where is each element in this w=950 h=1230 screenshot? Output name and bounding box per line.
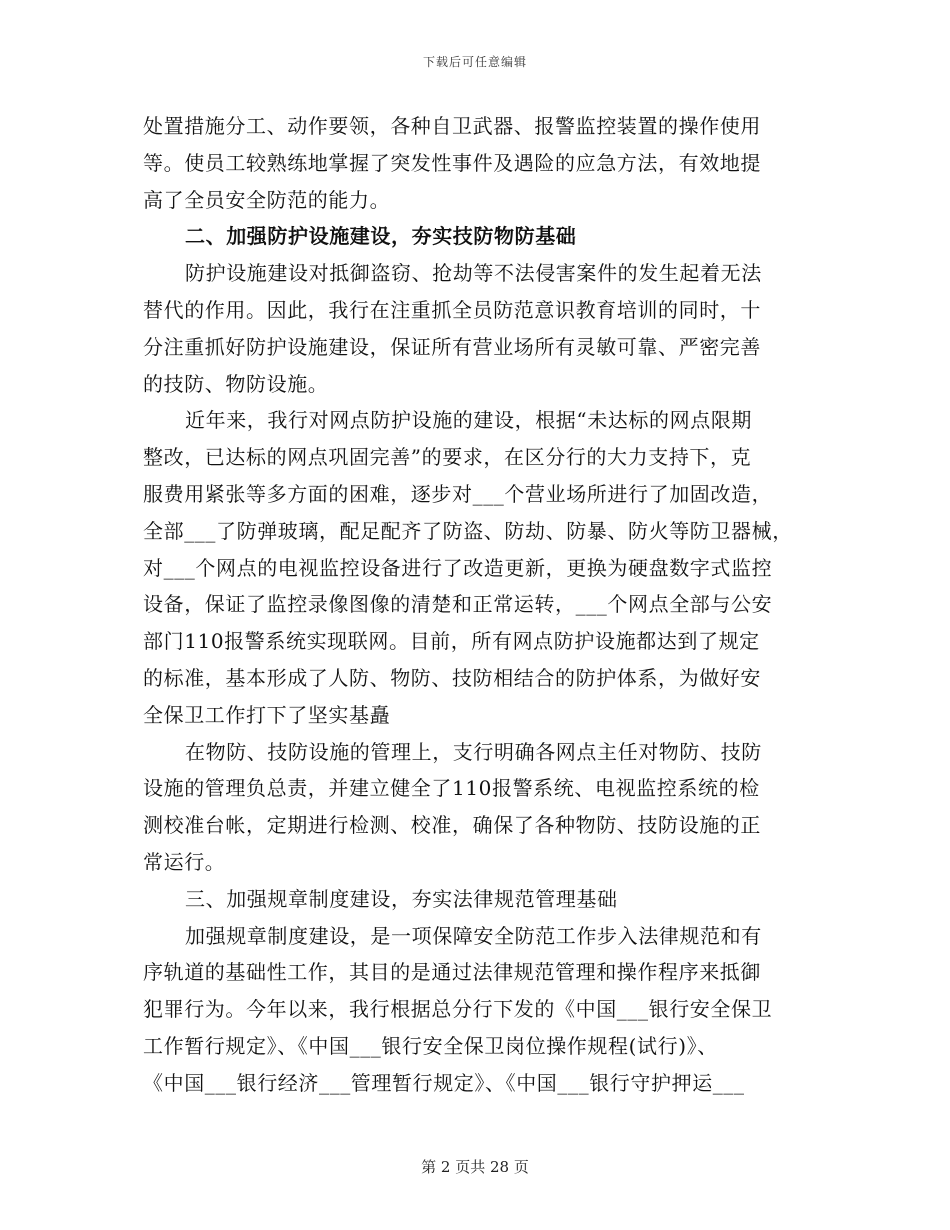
- body-line: 对___个网点的电视监控设备进行了改造更新，更换为硬盘数字式监控: [143, 555, 773, 580]
- body-line: 《中国___银行经济___管理暂行规定》、《中国___银行守护押运___: [143, 1070, 745, 1095]
- section-heading: 二、加强防护设施建设，夯实技防物防基础: [185, 224, 577, 249]
- body-line: 全部___了防弹玻璃，配足配齐了防盗、防劫、防暴、防火等防卫器械，: [143, 518, 793, 543]
- body-line: 设备，保证了监控录像图像的清楚和正常运转，___个网点全部与公安: [143, 592, 773, 617]
- document-body: [143, 108, 823, 1102]
- body-line: 三、加强规章制度建设，夯实法律规范管理基础: [185, 886, 618, 911]
- body-line: 序轨道的基础性工作，其目的是通过法律规范管理和操作程序来抵御: [143, 960, 761, 985]
- body-line: 犯罪行为。今年以来，我行根据总分行下发的《中国___银行安全保卫: [143, 997, 773, 1022]
- body-line: 常运行。: [143, 849, 226, 874]
- page-footer: 第 2 页共 28 页: [421, 1158, 529, 1176]
- body-line: 服费用紧张等多方面的困难，逐步对___个营业场所进行了加固改造，: [143, 481, 773, 506]
- body-line: 的技防、物防设施。: [143, 371, 329, 396]
- body-line: 替代的作用。因此，我行在注重抓全员防范意识教育培训的同时，十: [143, 297, 761, 322]
- body-line: 防护设施建设对抵御盗窃、抢劫等不法侵害案件的发生起着无法: [185, 261, 762, 286]
- body-line: 分注重抓好防护设施建设，保证所有营业场所有灵敏可靠、严密完善: [143, 334, 761, 359]
- body-line: 全保卫工作打下了坚实基矗: [143, 702, 391, 727]
- body-line: 部门110报警系统实现联网。目前，所有网点防护设施都达到了规定: [143, 629, 760, 654]
- body-line: 高了全员安全防范的能力。: [143, 187, 391, 212]
- body-line: 近年来，我行对网点防护设施的建设，根据“未达标的网点限期: [185, 408, 753, 433]
- body-line: 测校准台帐，定期进行检测、校准，确保了各种物防、技防设施的正: [143, 813, 761, 838]
- body-line: 整改，已达标的网点巩固完善”的要求，在区分行的大力支持下，克: [143, 445, 752, 470]
- body-line: 加强规章制度建设，是一项保障安全防范工作步入法律规范和有: [185, 923, 762, 948]
- body-line: 的标准，基本形成了人防、物防、技防相结合的防护体系，为做好安: [143, 665, 761, 690]
- page-header-note: 下载后可任意编辑: [422, 55, 527, 69]
- body-line: 等。使员工较熟练地掌握了突发性事件及遇险的应急方法，有效地提: [143, 150, 761, 175]
- body-line: 设施的管理负总责，并建立健全了110报警系统、电视监控系统的检: [143, 776, 760, 801]
- body-line: 工作暂行规定》、《中国___银行安全保卫岗位操作规程(试行)》、: [143, 1033, 718, 1058]
- body-line: 处置措施分工、动作要领，各种自卫武器、报警监控装置的操作使用: [143, 114, 761, 138]
- body-line: 在物防、技防设施的管理上，支行明确各网点主任对物防、技防: [185, 739, 762, 764]
